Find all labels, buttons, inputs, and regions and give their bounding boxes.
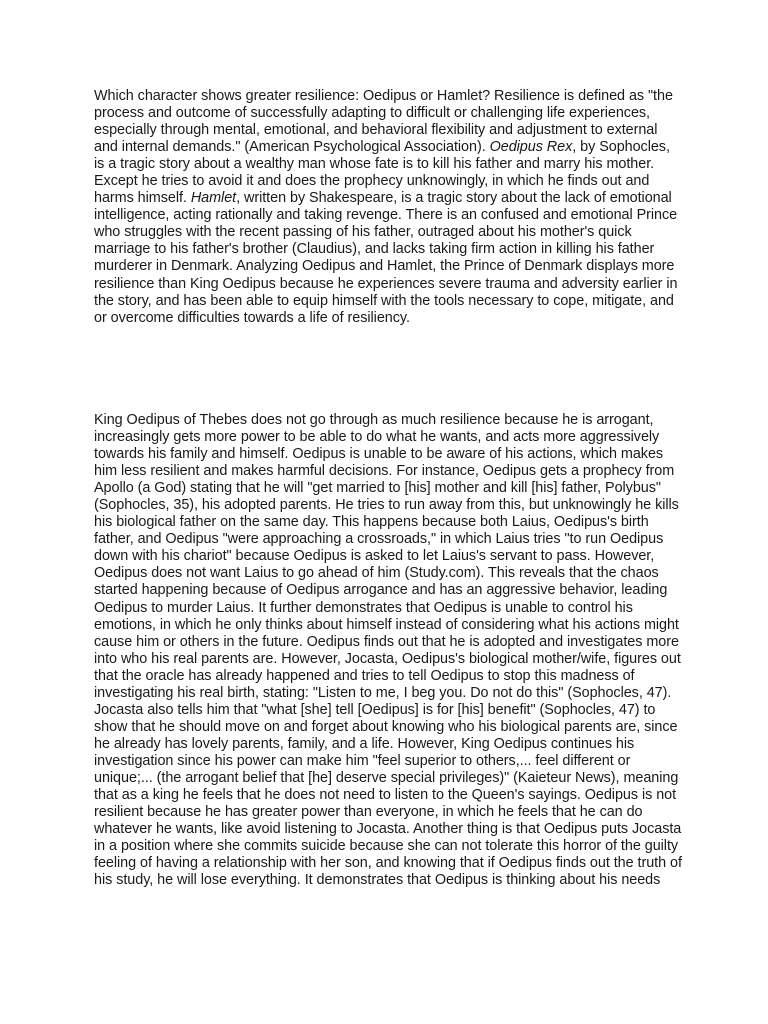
oedipus-rex-title: Oedipus Rex <box>489 139 573 156</box>
body-paragraph: King Oedipus of Thebes does not go through as much resilience because he is arrogant, increasingly gets more power to be able to do what he wants, and acts more aggressively towards his family and himself. Oedipus is unable to be aware of his actions, which makes him less resilient and makes harmful decisions. For instance, Oedipus gets a prophecy from Apollo (a God) stating that he will "get married to [his] mother and kill [his] father, Polybus" (Sophocles, 35), his adopted parents. He tries to run away from this, but unknowingly he kills his biological father on the same day. This happens because both Laius, Oedipus's birth father, and Oedipus "were approaching a crossroads," in which Laius tries "to run Oedipus down with his chariot" because Oedipus is asked to let Laius's servant to pass. However, Oedipus does not want Laius to go ahead of him (Study.com). This reveals that the chaos started happening because of Oedipus arrogance and has an aggressive behavior, leading Oedipus to murder Laius. It further demonstrates that Oedipus is unable to control his emotions, in which he only thinks about himself instead of considering what his actions might cause him or others in the future. Oedipus finds out that he is adopted and investigates more into who his real parents are. However, Jocasta, Oedipus's biological mother/wife, figures out that the oracle has already happened and tries to tell Oedipus to stop this madness of investigating his real birth, stating: "Listen to me, I beg you. Do not do this" (Sophocles, 47). Jocasta also tells him that "what [she] tell [Oedipus] is for [his] benefit" (Sophocles, 47) to show that he should move on and forget about knowing who his biological parents are, since he already has lovely parents, family, and a life. However, King Oedipus continues his investigation since his power can make him "feel superior to others,... feel different or unique;... (the arrogant belief that [he] deserve special privileges)" (Kaieteur News), meaning that as a king he feels that he does not need to listen to the Queen's sayings. Oedipus is not resilient because he has greater power than everyone, in which he feels that he can do whatever he wants, like avoid listening to Jocasta. Another thing is that Oedipus puts Jocasta in a position where she commits suicide because she can not tolerate this horror of the guilty feeling of having a relationship with her son, and knowing that if Oedipus finds out the truth of his study, he will lose everything. It demonstrates that Oedipus is thinking about his needs <box>94 412 682 889</box>
intro-paragraph <box>94 88 684 327</box>
intro-middle-text: , by Sophocles, is a tragic story about a wealthy man whose fate is to kill his father and marry his mother. Except he tries to avoid it and does the prophecy unknowingly, in which he finds out and harms himself. <box>94 139 670 207</box>
intro-text: Which character shows greater resilience: Oedipus or Hamlet? Resilience is defined as "the process and outcome of successfully adapting to difficult or challenging life experiences, especially through mental, emotional, and behavioral flexibility and adjustment to external and internal demands." (American Psychological Association). <box>94 88 673 156</box>
intro-end-text: , written by Shakespeare, is a tragic story about the lack of emotional intelligence, acting rationally and taking revenge. There is an confused and emotional Prince who struggles with the recent passing of his father, outraged about his mother's quick marriage to his father's brother (Claudius), and lacks taking firm action in killing his father murderer in Denmark. Analyzing Oedipus and Hamlet, the Prince of Denmark displays more resilience than King Oedipus because he experiences severe trauma and adversity earlier in the story, and has been able to equip himself with the tools necessary to cope, mitigate, and or overcome difficulties towards a life of resiliency. <box>94 190 678 326</box>
hamlet-title: Hamlet <box>190 190 237 207</box>
